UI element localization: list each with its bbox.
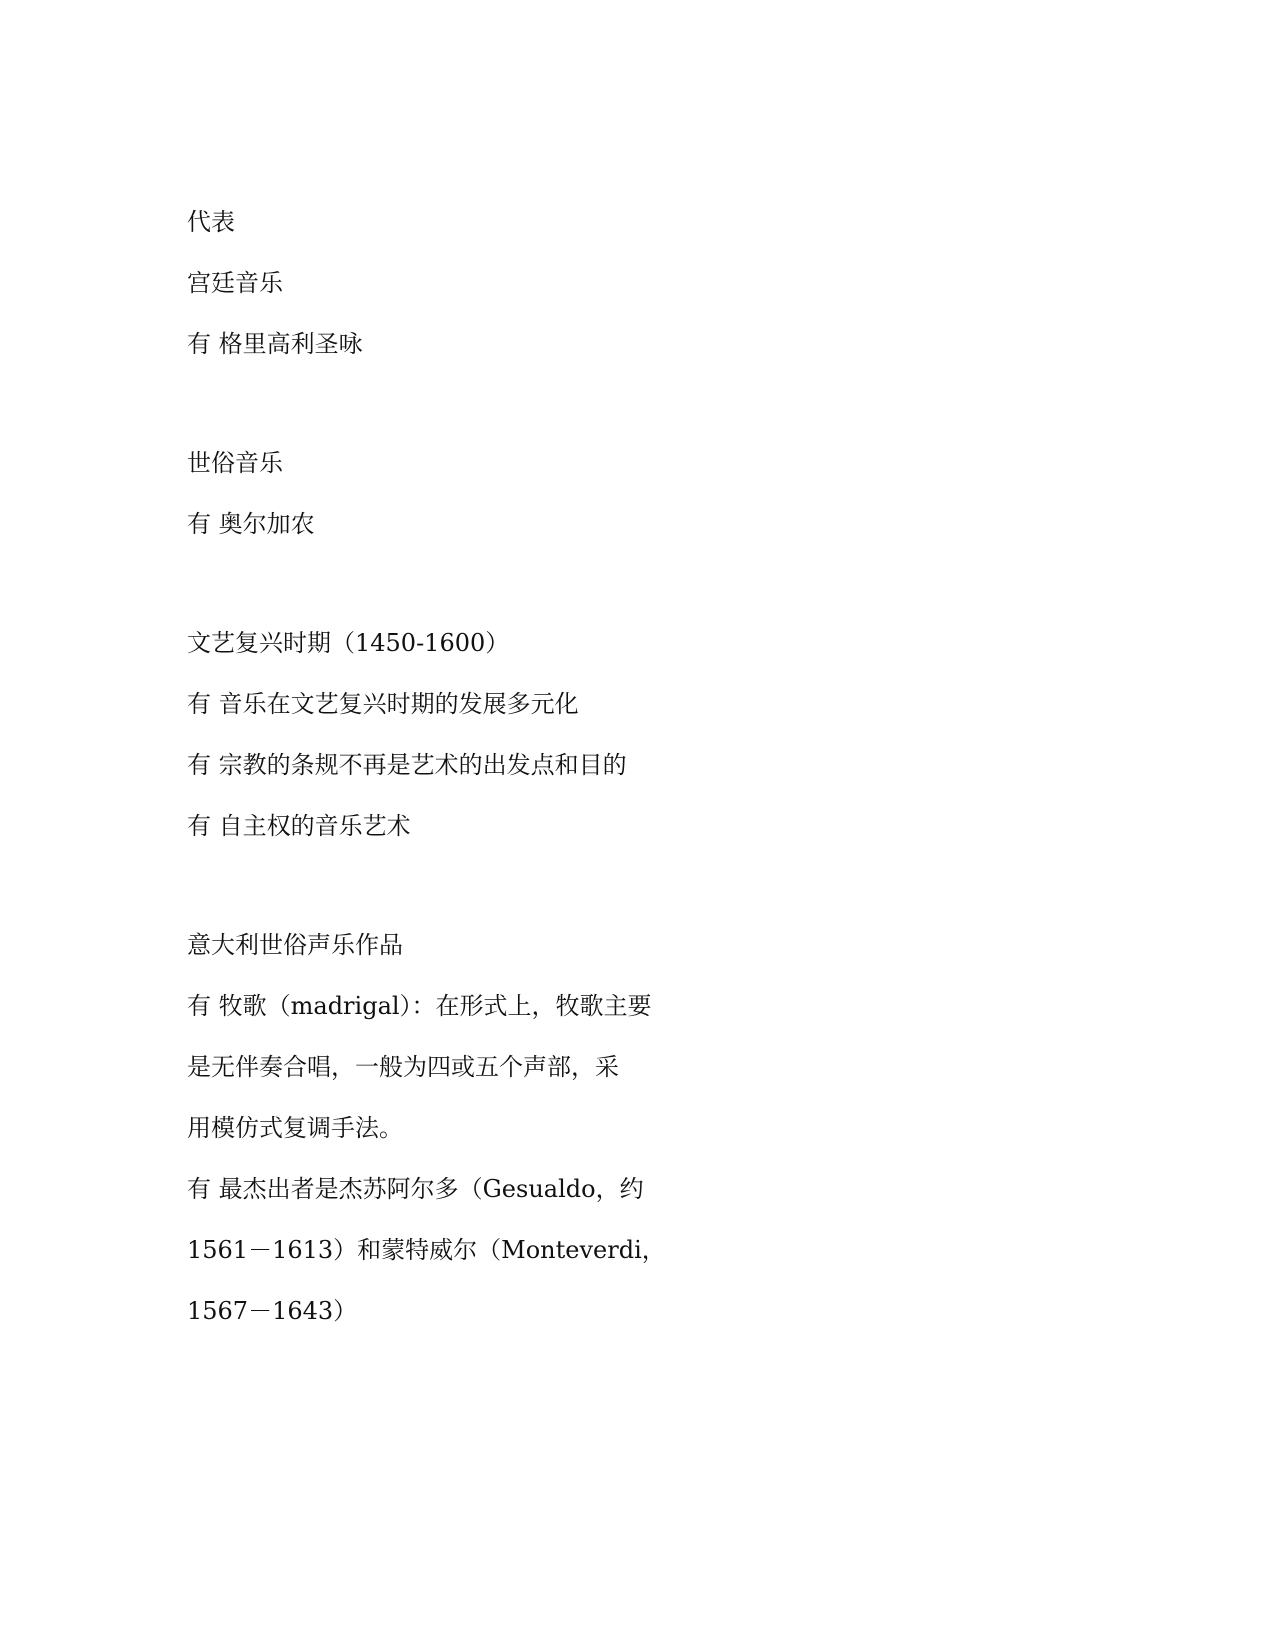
text-madrigal-continuation-1: 是无伴奏合唱，一般为四或五个声部，采 <box>187 1053 619 1081</box>
bullet-madrigal: 有 牧歌（madrigal）：在形式上，牧歌主要 <box>187 992 652 1020</box>
text-composers-continuation-2: 1567－1643） <box>187 1297 358 1325</box>
bullet-religion-not-starting-point: 有 宗教的条规不再是艺术的出发点和目的 <box>187 751 627 779</box>
bullet-diversified-development: 有 音乐在文艺复兴时期的发展多元化 <box>187 690 579 718</box>
text-madrigal-continuation-2: 用模仿式复调手法。 <box>187 1114 403 1142</box>
text-line-representative: 代表 <box>187 208 235 236</box>
heading-secular-music: 世俗音乐 <box>187 449 283 477</box>
heading-renaissance-period: 文艺复兴时期（1450-1600） <box>187 629 510 657</box>
text-composers-continuation-1: 1561－1613）和蒙特威尔（Monteverdi， <box>187 1236 666 1264</box>
heading-italian-secular-vocal: 意大利世俗声乐作品 <box>187 931 403 959</box>
bullet-autonomous-music-art: 有 自主权的音乐艺术 <box>187 812 411 840</box>
bullet-outstanding-composers: 有 最杰出者是杰苏阿尔多（Gesualdo，约 <box>187 1175 644 1203</box>
heading-court-music: 宫廷音乐 <box>187 269 283 297</box>
bullet-gregorian-chant: 有 格里高利圣咏 <box>187 330 363 358</box>
bullet-organum: 有 奥尔加农 <box>187 510 315 538</box>
